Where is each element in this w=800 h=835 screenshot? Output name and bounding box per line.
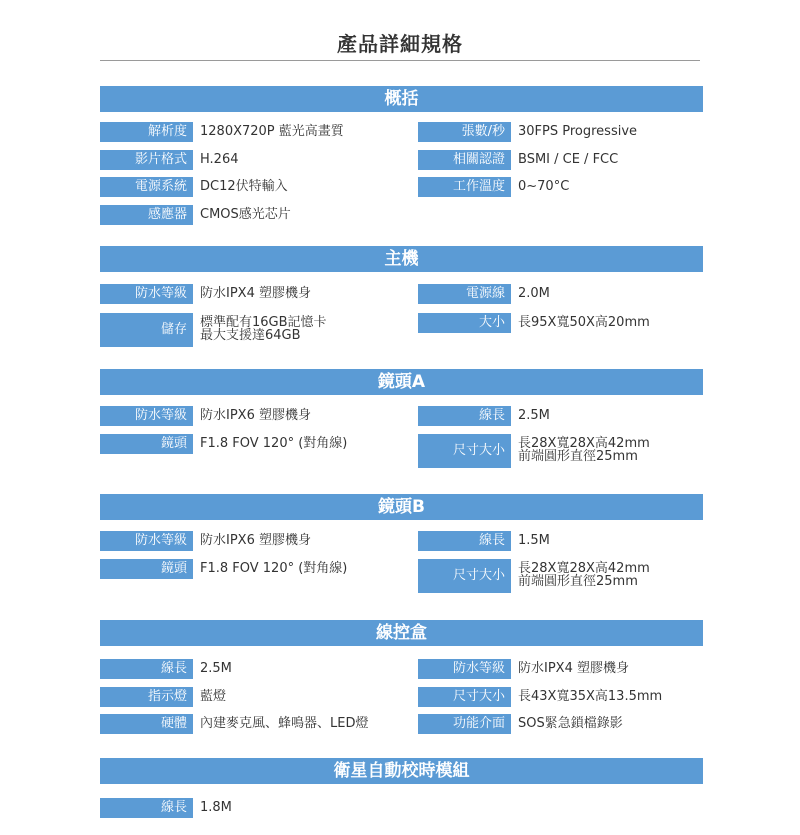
spec-value	[518, 437, 650, 463]
section-header: 衛星自動校時模組	[100, 758, 703, 784]
spec-label: 影片格式	[100, 150, 193, 170]
spec-label: 鏡頭	[100, 559, 193, 579]
spec-value: BSMI / CE / FCC	[518, 152, 619, 167]
spec-value: 防水IPX4 塑膠機身	[518, 661, 629, 676]
spec-label: 儲存	[100, 313, 193, 347]
section-header: 主機	[100, 246, 703, 272]
spec-label: 感應器	[100, 205, 193, 225]
spec-value: 1.8M	[200, 800, 232, 815]
spec-label: 電源線	[418, 284, 511, 304]
spec-value	[518, 562, 650, 588]
spec-value-line: 前端圓形直徑25mm	[518, 574, 638, 589]
spec-label: 尺寸大小	[418, 434, 511, 468]
spec-label: 防水等級	[418, 659, 511, 679]
spec-label: 防水等級	[100, 284, 193, 304]
spec-value: SOS緊急鎖檔錄影	[518, 716, 623, 731]
spec-value: 藍燈	[200, 689, 227, 704]
spec-label: 尺寸大小	[418, 687, 511, 707]
section-lens-a	[100, 369, 703, 464]
spec-value-line: 標準配有16GB記憶卡	[200, 315, 327, 330]
spec-value: 長95X寬50X高20mm	[518, 315, 650, 330]
spec-value: F1.8 FOV 120° (對角線)	[200, 561, 348, 576]
spec-label: 解析度	[100, 122, 193, 142]
spec-value: H.264	[200, 152, 239, 167]
spec-label: 鏡頭	[100, 434, 193, 454]
section-overview	[100, 86, 703, 222]
spec-label: 防水等級	[100, 406, 193, 426]
page-title: 產品詳細規格	[337, 32, 463, 56]
spec-label: 相關認證	[418, 150, 511, 170]
spec-value	[200, 316, 327, 342]
spec-label: 硬體	[100, 714, 193, 734]
spec-value: 30FPS Progressive	[518, 124, 638, 139]
spec-value: CMOS感光芯片	[200, 207, 291, 222]
section-header: 鏡頭B	[100, 494, 703, 520]
spec-value: 2.0M	[518, 286, 550, 301]
spec-label: 電源系統	[100, 177, 193, 197]
section-gps-module	[100, 758, 703, 815]
spec-value: 防水IPX6 塑膠機身	[200, 533, 311, 548]
spec-label: 線長	[100, 659, 193, 679]
spec-label: 線長	[418, 406, 511, 426]
spec-value: 0~70°C	[518, 179, 570, 194]
spec-value-line: 長28X寬28X高42mm	[518, 436, 650, 451]
spec-value: DC12伏特輸入	[200, 179, 288, 194]
spec-value: 防水IPX4 塑膠機身	[200, 286, 311, 301]
spec-label: 防水等級	[100, 531, 193, 551]
spec-label: 功能介面	[418, 714, 511, 734]
section-header: 線控盒	[100, 620, 703, 646]
section-control-box	[100, 620, 703, 731]
section-header: 概括	[100, 86, 703, 112]
section-host	[100, 246, 703, 343]
spec-label: 線長	[100, 798, 193, 818]
spec-value: 長43X寬35X高13.5mm	[518, 689, 663, 704]
title-divider	[100, 60, 700, 61]
spec-value: 2.5M	[518, 408, 550, 423]
spec-label: 張數/秒	[418, 122, 511, 142]
section-header: 鏡頭A	[100, 369, 703, 395]
spec-label: 指示燈	[100, 687, 193, 707]
spec-value: 內建麥克風、蜂鳴器、LED燈	[200, 716, 369, 731]
spec-value-line: 長28X寬28X高42mm	[518, 561, 650, 576]
spec-value-line: 前端圓形直徑25mm	[518, 449, 638, 464]
spec-value-line: 最大支援達64GB	[200, 328, 301, 343]
spec-value: 1.5M	[518, 533, 550, 548]
spec-value: 1280X720P 藍光高畫質	[200, 124, 344, 139]
section-lens-b	[100, 494, 703, 589]
spec-value: F1.8 FOV 120° (對角線)	[200, 436, 348, 451]
spec-label: 大小	[418, 313, 511, 333]
spec-value: 防水IPX6 塑膠機身	[200, 408, 311, 423]
spec-label: 尺寸大小	[418, 559, 511, 593]
spec-value: 2.5M	[200, 661, 232, 676]
spec-label: 線長	[418, 531, 511, 551]
spec-label: 工作溫度	[418, 177, 511, 197]
